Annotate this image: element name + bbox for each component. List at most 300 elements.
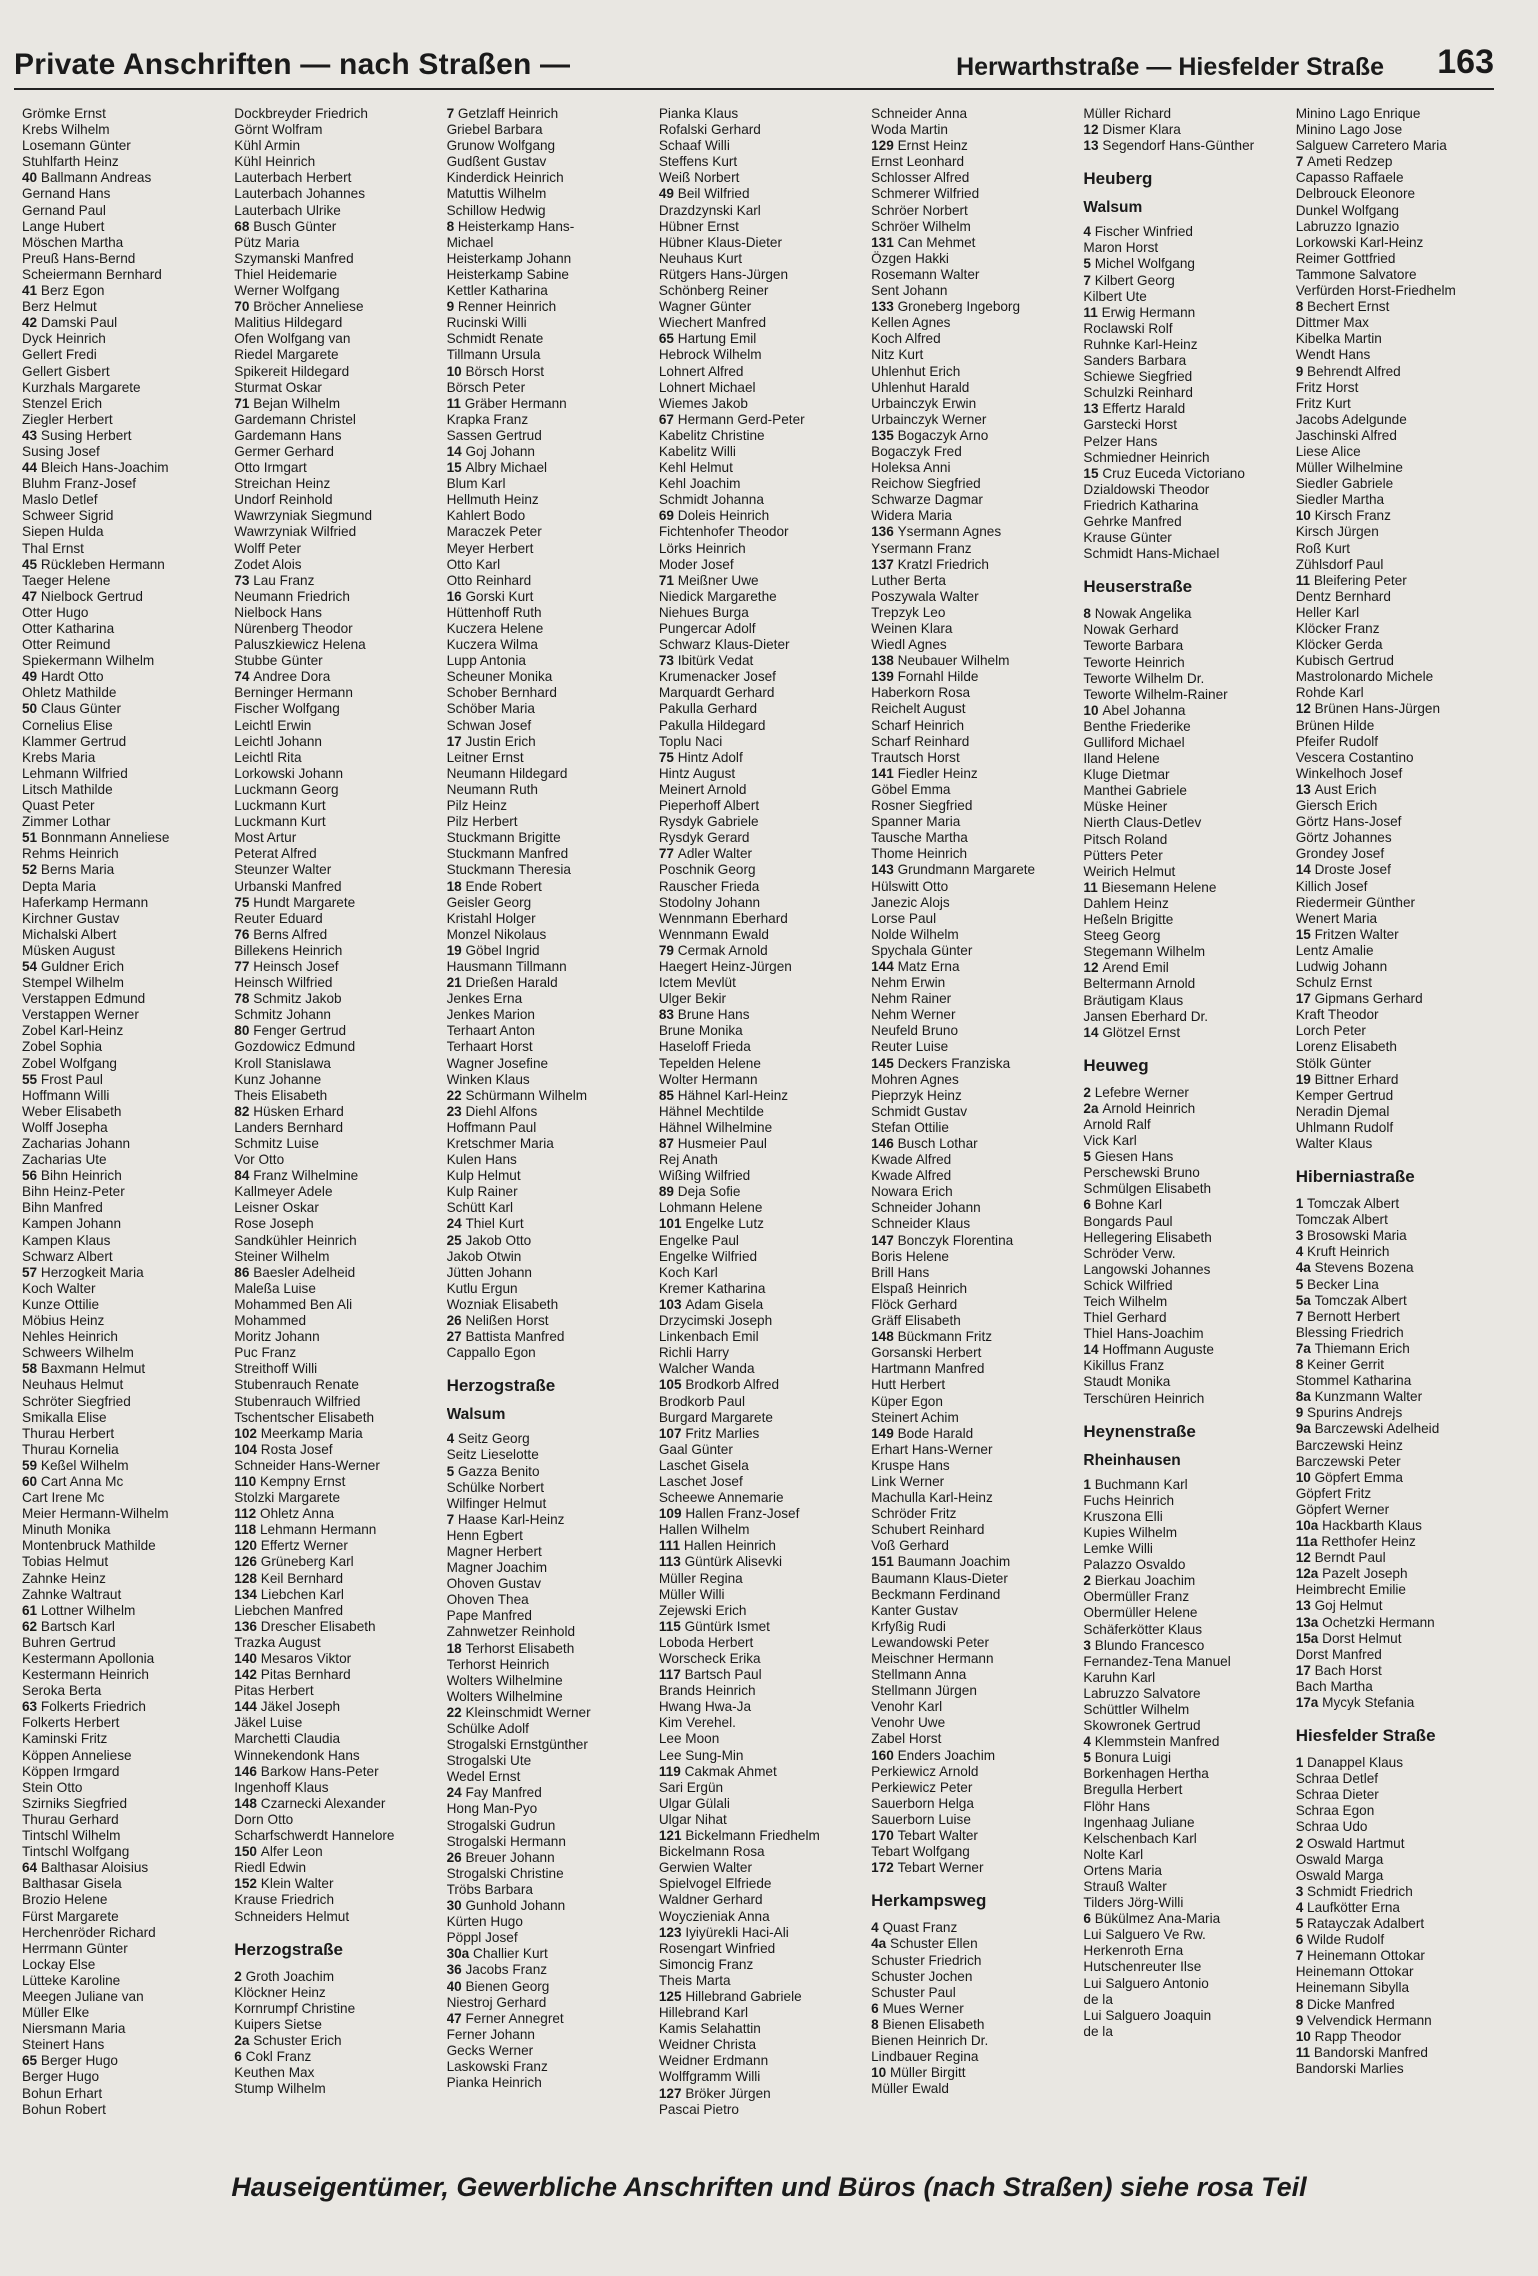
directory-entry: Bohun Robert (22, 2101, 106, 2117)
directory-entry: Dentz Bernhard (1295, 588, 1391, 604)
directory-entry: Teich Wilhelm (1083, 1294, 1168, 1309)
directory-entry: Kehl Helmut (658, 460, 733, 476)
directory-entry: Kroll Stanislawa (234, 1055, 331, 1071)
directory-entry: Urbainczyk Erwin (871, 395, 977, 411)
directory-entry: Kellen Agnes (871, 315, 951, 331)
directory-entry: Neuhaus Kurt (658, 250, 742, 266)
directory-entry: Zobel Wolfgang (22, 1055, 117, 1071)
directory-entry: Schuster Paul (871, 1984, 956, 2000)
directory-entry: 115 Güntürk Ismet (658, 1618, 770, 1634)
directory-entry: 148 Bückmann Fritz (871, 1329, 993, 1345)
directory-entry: Mohammed (234, 1313, 307, 1329)
directory-entry: Kurzhals Margarete (22, 379, 141, 395)
directory-entry: 8 Dicke Manfred (1295, 1996, 1395, 2012)
directory-entry: Szirniks Siegfried (22, 1795, 128, 1811)
directory-entry: Baumann Klaus-Dieter (871, 1570, 1008, 1586)
directory-entry: Hübner Klaus-Dieter (658, 234, 782, 250)
directory-entry: 7 Bernott Herbert (1295, 1308, 1400, 1324)
directory-entry: 14 Droste Josef (1295, 862, 1391, 878)
directory-entry: 76 Berns Alfred (234, 926, 328, 942)
directory-entry: Schraa Dieter (1295, 1787, 1379, 1803)
directory-entry: Zobel Sophia (22, 1039, 103, 1055)
directory-entry: Schweers Wilhelm (22, 1345, 134, 1361)
directory-entry: Niestroj Gerhard (446, 1994, 547, 2010)
street-heading: Herkampsweg (871, 1891, 987, 1911)
directory-entry: Köppen Irmgard (22, 1763, 120, 1779)
directory-entry: Ortens Maria (1083, 1862, 1162, 1878)
directory-entry: 89 Deja Sofie (658, 1184, 741, 1200)
directory-entry: 26 Nelißen Horst (446, 1313, 549, 1329)
directory-entry: Rysdyk Gerard (658, 830, 750, 846)
directory-entry: 47 Ferner Annegret (446, 2010, 564, 2026)
directory-entry: Susing Josef (22, 443, 100, 459)
directory-entry: 10 Müller Birgitt (871, 2065, 966, 2081)
directory-entry: 22 Kleinschmidt Werner (446, 1704, 591, 1720)
directory-entry: Wawrzyniak Wilfried (234, 524, 357, 540)
directory-entry: Moritz Johann (234, 1329, 320, 1345)
directory-entry: Schütt Karl (446, 1200, 514, 1216)
directory-entry: 150 Alfer Leon (234, 1844, 323, 1860)
directory-entry: Krebs Wilhelm (22, 122, 110, 138)
directory-entry: Holeksa Anni (871, 460, 951, 476)
directory-entry: 144 Jäkel Joseph (234, 1699, 341, 1715)
directory-entry: Schlosser Alfred (871, 170, 970, 186)
directory-entry: 146 Barkow Hans-Peter (234, 1763, 379, 1779)
directory-entry: Lockay Else (22, 1956, 96, 1972)
directory-entry: Köppen Anneliese (22, 1747, 132, 1763)
directory-entry: Terhaart Horst (446, 1039, 533, 1055)
directory-entry: Liese Alice (1295, 443, 1361, 459)
directory-entry: Poschnik Georg (658, 862, 756, 878)
directory-entry: 120 Effertz Werner (234, 1538, 348, 1554)
directory-entry: Schöber Maria (446, 701, 535, 717)
directory-entry: Kehl Joachim (658, 476, 741, 492)
directory-entry: 57 Herzogkeit Maria (22, 1264, 144, 1280)
directory-entry: Heinemann Ottokar (1295, 1964, 1414, 1980)
directory-entry: Ruhnke Karl-Heinz (1083, 336, 1198, 352)
directory-entry: Gozdowicz Edmund (234, 1039, 356, 1055)
directory-entry: 59 Keßel Wilhelm (22, 1457, 129, 1473)
directory-entry: Rosemann Walter (871, 266, 980, 282)
directory-entry: Kornrumpf Christine (234, 2000, 356, 2016)
directory-entry: Zejewski Erich (658, 1602, 747, 1618)
directory-entry: Kremer Katharina (658, 1280, 766, 1296)
directory-entry: Weber Elisabeth (22, 1103, 122, 1119)
directory-entry: Thiel Gerhard (1083, 1310, 1167, 1326)
directory-entry: Heimbrecht Emilie (1295, 1582, 1406, 1598)
directory-entry: Berninger Hermann (234, 685, 353, 701)
directory-entry: Schröer Norbert (871, 202, 968, 218)
directory-entry: 10 Börsch Horst (446, 363, 545, 379)
directory-entry: Spiekermann Wilhelm (22, 653, 155, 669)
directory-entry: Wißing Wilfried (658, 1168, 751, 1184)
directory-entry: 101 Engelke Lutz (658, 1216, 764, 1232)
street-heading: Herzogstraße (446, 1376, 556, 1396)
directory-entry: Janezic Alojs (871, 894, 950, 910)
directory-entry: Meyer Herbert (446, 540, 534, 556)
directory-entry: Hübner Ernst (658, 218, 739, 234)
directory-entry: Gellert Gisbert (22, 363, 110, 379)
directory-entry: 123 Iyiyürekli Haci-Ali (658, 1924, 789, 1940)
directory-entry: Spielvogel Elfriede (658, 1876, 772, 1892)
directory-entry: 125 Hillebrand Gabriele (658, 1988, 802, 2004)
directory-entry: 8 Keiner Gerrit (1295, 1357, 1385, 1373)
directory-entry: Rej Anath (658, 1152, 718, 1168)
directory-entry: Boris Helene (871, 1248, 949, 1264)
header-street-range: Herwarthstraße — Hiesfelder Straße (956, 53, 1384, 81)
directory-entry: 4 Kruft Heinrich (1295, 1244, 1390, 1260)
directory-entry: Heinsch Wilfried (234, 975, 333, 991)
directory-entry: Gaal Günter (658, 1441, 733, 1457)
directory-entry: Klammer Gertrud (22, 733, 127, 749)
directory-entry: 7a Thiemann Erich (1295, 1340, 1410, 1356)
directory-entry: Schweer Sigrid (22, 508, 114, 524)
directory-entry: Hähnel Mechtilde (658, 1103, 764, 1119)
directory-entry: Brands Heinrich (658, 1683, 756, 1699)
directory-entry: Schülke Norbert (446, 1479, 545, 1495)
directory-entry: 143 Grundmann Margarete (871, 862, 1036, 878)
directory-entry: Heßeln Brigitte (1083, 912, 1174, 928)
directory-entry: Fritz Horst (1295, 379, 1359, 395)
directory-entry: Weiß Norbert (658, 170, 740, 186)
directory-entry: 7 Kilbert Georg (1083, 272, 1175, 288)
directory-entry: 79 Cermak Arnold (658, 942, 768, 958)
directory-entry: Görnt Wolfram (234, 122, 323, 138)
directory-entry: Schwarz Klaus-Dieter (658, 637, 790, 653)
directory-entry: Schülke Adolf (446, 1721, 529, 1736)
directory-entry: Schmitz Johann (234, 1007, 331, 1023)
directory-entry: Minuth Monika (22, 1522, 111, 1538)
directory-entry: Ofen Wolfgang van (234, 331, 351, 347)
directory-entry: de la (1083, 1991, 1113, 2007)
directory-entry: Ziegler Herbert (22, 411, 113, 427)
directory-entry: Scharfschwerdt Hannelore (234, 1828, 395, 1844)
directory-entry: Kürten Hugo (446, 1914, 523, 1930)
directory-entry: Kwade Alfred (871, 1152, 952, 1168)
directory-entry: Lehmann Wilfried (22, 765, 128, 781)
street-heading: Heuweg (1083, 1055, 1149, 1075)
page-header (14, 30, 1494, 90)
directory-entry: Krause Günter (1083, 530, 1172, 546)
directory-entry: Tillmann Ursula (446, 347, 541, 363)
directory-entry: Zobel Karl-Heinz (22, 1023, 124, 1039)
directory-entry: 119 Cakmak Ahmet (658, 1763, 777, 1779)
directory-entry: Kettler Katharina (446, 283, 548, 299)
directory-entry: 17 Justin Erich (446, 733, 536, 749)
directory-entry: 6 Mues Werner (871, 2000, 964, 2016)
directory-entry: Ulger Bekir (658, 991, 727, 1007)
directory-entry: 7 Haase Karl-Heinz (446, 1511, 565, 1527)
directory-entry: Kikillus Franz (1083, 1358, 1165, 1374)
directory-entry: Haferkamp Hermann (22, 894, 149, 910)
directory-entry: Sari Ergün (658, 1779, 724, 1795)
directory-entry: Sturmat Oskar (234, 379, 322, 395)
directory-entry: Pelzer Hans (1083, 433, 1158, 449)
directory-entry: Koch Alfred (871, 331, 941, 347)
directory-entry: Spikereit Hildegard (234, 363, 350, 379)
directory-entry: 1 Tomczak Albert (1295, 1196, 1400, 1212)
directory-entry: 2 Oswald Hartmut (1295, 1835, 1405, 1851)
directory-entry: Leichtl Erwin (234, 717, 312, 733)
directory-entry: Neradin Djemal (1295, 1103, 1390, 1119)
directory-entry: Wolters Wilhelmine (446, 1672, 563, 1688)
directory-entry: Kamis Selahattin (658, 2021, 761, 2037)
directory-entry: Fichtenhofer Theodor (658, 524, 789, 540)
directory-entry: Rehms Heinrich (22, 846, 119, 862)
directory-entry: Zabel Horst (871, 1731, 942, 1747)
directory-entry: Urbainczyk Werner (871, 411, 987, 427)
directory-entry: Rauscher Frieda (658, 878, 760, 894)
directory-entry: Gehrke Manfred (1083, 513, 1182, 529)
directory-entry: 4 Seitz Georg (446, 1431, 530, 1447)
directory-entry: 3 Blundo Francesco (1083, 1637, 1205, 1653)
directory-entry: Schneider Klaus (871, 1216, 971, 1232)
directory-entry: Neumann Ruth (446, 781, 538, 797)
directory-entry: Bluhm Franz-Josef (22, 476, 137, 492)
directory-entry: Capasso Raffaele (1295, 170, 1404, 186)
directory-entry: Link Werner (871, 1473, 945, 1489)
directory-entry: Tammone Salvatore (1295, 266, 1417, 282)
directory-entry: Sent Johann (871, 283, 948, 299)
directory-entry: Steffens Kurt (658, 154, 738, 170)
directory-entry: 12 Brünen Hans-Jürgen (1295, 701, 1441, 717)
directory-entry: 85 Hähnel Karl-Heinz (658, 1087, 789, 1103)
directory-entry: 70 Bröcher Anneliese (234, 299, 364, 315)
directory-entry: Kabelitz Willi (658, 443, 736, 459)
footer-note: Hauseigentümer, Gewerbliche Anschriften und Büros (nach Straßen) siehe rosa Teil (231, 2172, 1307, 2202)
directory-entry: Siedler Gabriele (1295, 476, 1394, 492)
directory-entry: Wolffgramm Willi (658, 2069, 761, 2085)
directory-entry: 26 Breuer Johann (446, 1849, 555, 1865)
directory-entry: Schober Bernhard (446, 685, 557, 701)
directory-entry: Pitas Herbert (234, 1683, 314, 1699)
directory-entry: Dorst Manfred (1295, 1646, 1382, 1662)
directory-entry: Jäkel Luise (234, 1715, 303, 1731)
directory-entry: Klöcker Franz (1295, 621, 1380, 636)
directory-entry: Wilfinger Helmut (446, 1495, 547, 1511)
directory-entry: 3 Brosowski Maria (1295, 1228, 1407, 1244)
directory-entry: Haegert Heinz-Jürgen (658, 958, 792, 974)
directory-entry: 145 Deckers Franziska (871, 1055, 1011, 1071)
directory-entry: Ferner Johann (446, 2026, 535, 2042)
directory-entry: Ernst Leonhard (871, 154, 965, 170)
directory-entry: Lee Sung-Min (658, 1747, 744, 1763)
directory-entry: Obermüller Helene (1083, 1605, 1198, 1621)
directory-entry: Wolter Hermann (658, 1071, 758, 1087)
directory-entry: 16 Gorski Kurt (446, 588, 534, 604)
directory-entry: Hallen Wilhelm (658, 1522, 750, 1538)
directory-entry: 45 Rückleben Hermann (22, 556, 165, 572)
directory-entry: Nielbock Hans (234, 604, 322, 620)
directory-entry: Schneider Johann (871, 1200, 981, 1216)
directory-entry: Jenkes Marion (446, 1007, 535, 1023)
directory-entry: Hoffmann Willi (22, 1087, 110, 1103)
directory-entry: 135 Bogaczyk Arno (871, 427, 989, 443)
directory-entry: 118 Lehmann Hermann (234, 1522, 377, 1538)
directory-entry: Heinemann Sibylla (1295, 1980, 1410, 1996)
directory-entry: Killich Josef (1295, 878, 1368, 894)
directory-entry: Venohr Uwe (871, 1715, 946, 1731)
directory-entry: Heisterkamp Sabine (446, 266, 569, 282)
directory-entry: Neuhaus Helmut (22, 1377, 124, 1393)
directory-entry: Iland Helene (1083, 751, 1160, 767)
street-heading: Heynenstraße (1083, 1421, 1196, 1441)
directory-entry: Kretschmer Maria (446, 1136, 554, 1151)
directory-entry: Keuthen Max (234, 2065, 315, 2081)
directory-entry: Wendt Hans (1295, 347, 1371, 363)
directory-entry: Folkerts Herbert (22, 1715, 120, 1731)
directory-entry: Sanders Barbara (1083, 353, 1187, 369)
directory-entry: Rohde Karl (1295, 685, 1364, 701)
directory-entry: Otter Katharina (22, 621, 115, 636)
directory-entry: Thiel Hans-Joachim (1083, 1326, 1204, 1342)
directory-entry: Müller Richard (1083, 106, 1172, 121)
directory-entry: Stuhlfarth Heinz (22, 154, 119, 170)
directory-entry: 77 Heinsch Josef (234, 958, 339, 974)
directory-entry: Lorenz Elisabeth (1295, 1039, 1397, 1055)
directory-entry: Winnekendonk Hans (234, 1747, 360, 1763)
directory-entry: Luckmann Kurt (234, 814, 326, 830)
directory-entry: 19 Bittner Erhard (1295, 1071, 1399, 1087)
directory-entry: 84 Franz Wilhelmine (234, 1168, 359, 1184)
directory-entry: 22 Schürmann Wilhelm (446, 1087, 588, 1103)
directory-entry: 58 Baxmann Helmut (22, 1361, 146, 1377)
directory-entry: 144 Matz Erna (871, 958, 960, 974)
directory-entry: Scharf Heinrich (871, 717, 965, 733)
directory-entry: Stump Wilhelm (234, 2081, 326, 2097)
directory-entry: Jacobs Adelgunde (1295, 411, 1407, 427)
directory-entry: Müller Ewald (871, 2081, 949, 2097)
directory-entry: Peterat Alfred (234, 846, 317, 862)
directory-entry: 11a Retthofer Heinz (1295, 1534, 1416, 1550)
directory-entry: Delbrouck Eleonore (1295, 186, 1416, 202)
directory-entry: Michalski Albert (22, 926, 117, 942)
directory-entry: Tomczak Albert (1295, 1212, 1388, 1228)
directory-entry: Schwarz Albert (22, 1248, 113, 1264)
directory-entry: Schwarze Dagmar (871, 492, 983, 508)
directory-entry: Friedrich Katharina (1083, 497, 1199, 513)
directory-entry: Pütters Peter (1083, 847, 1163, 863)
directory-entry: Stellmann Jürgen (871, 1683, 977, 1699)
directory-entry: Lui Salguero Joaquin (1083, 2007, 1212, 2023)
directory-entry: Kibelka Martin (1295, 331, 1382, 347)
directory-entry: Szymanski Manfred (234, 250, 354, 266)
directory-entry: 17 Bach Horst (1295, 1662, 1382, 1678)
directory-entry: Dittmer Max (1295, 315, 1369, 331)
directory-entry: Marquardt Gerhard (658, 685, 775, 701)
directory-entry: Pape Manfred (446, 1608, 532, 1624)
directory-entry: Lorse Paul (871, 910, 937, 926)
directory-entry: Poszywala Walter (871, 588, 979, 604)
directory-entry: Börsch Peter (446, 379, 526, 395)
directory-entry: Hebrock Wilhelm (658, 347, 762, 363)
directory-entry: Schneider Anna (871, 106, 968, 121)
directory-entry: 138 Neubauer Wilhelm (871, 653, 1010, 669)
directory-column (1296, 106, 1502, 2156)
directory-entry: 49 Hardt Otto (22, 669, 104, 685)
directory-entry: Undorf Reinhold (234, 492, 333, 508)
directory-entry: Wolff Peter (234, 540, 302, 556)
directory-entry: Kestermann Heinrich (22, 1667, 149, 1683)
directory-entry: Lui Salguero Antonio (1083, 1975, 1209, 1991)
directory-entry: Sauerborn Helga (871, 1795, 974, 1811)
directory-entry: Stolzki Margarete (234, 1490, 341, 1506)
directory-entry: Uhlenhut Harald (871, 379, 970, 395)
directory-entry: Schmitz Luise (234, 1136, 319, 1151)
directory-entry: 21 Drießen Harald (446, 975, 558, 991)
directory-entry: Pakulla Gerhard (658, 701, 758, 717)
directory-entry: Thal Ernst (22, 540, 84, 556)
directory-entry: Dockbreyder Friedrich (234, 106, 368, 121)
directory-entry: 136 Drescher Elisabeth (234, 1618, 376, 1634)
directory-entry: Stuckmann Brigitte (446, 830, 561, 846)
directory-entry: Werner Wolfgang (234, 283, 340, 299)
directory-entry: 10a Hackbarth Klaus (1295, 1517, 1422, 1533)
directory-entry: Thurau Gerhard (22, 1811, 119, 1827)
directory-entry: 54 Guldner Erich (22, 958, 125, 974)
directory-entry: Winken Klaus (446, 1071, 530, 1087)
directory-entry: Salguew Carretero Maria (1295, 138, 1447, 154)
directory-entry: Laskowski Franz (446, 2058, 548, 2074)
directory-entry: Strogalski Hermann (446, 1833, 566, 1849)
directory-entry: Steinert Achim (871, 1409, 959, 1425)
directory-entry: Bogaczyk Fred (871, 443, 962, 459)
directory-entry: 67 Hermann Gerd-Peter (658, 411, 805, 427)
directory-entry: Hintz August (658, 765, 736, 781)
directory-entry: Lauterbach Ulrike (234, 202, 341, 218)
directory-entry: Siedler Martha (1295, 492, 1385, 508)
directory-entry: Tobias Helmut (22, 1554, 109, 1570)
directory-entry: Lange Hubert (22, 218, 105, 234)
directory-entry: 139 Fornahl Hilde (871, 669, 979, 685)
directory-entry: Walcher Wanda (658, 1361, 755, 1377)
directory-entry: Smikalla Elise (22, 1409, 107, 1425)
directory-entry: Kulp Helmut (446, 1168, 521, 1184)
directory-entry: Zahnke Heinz (22, 1570, 106, 1586)
directory-entry: Otter Hugo (22, 604, 89, 620)
directory-entry: Wennmann Eberhard (658, 910, 788, 926)
directory-entry: Jütten Johann (446, 1264, 532, 1280)
directory-entry: Voß Gerhard (871, 1538, 949, 1554)
directory-entry: Müller Wilhelmine (1295, 460, 1403, 476)
directory-entry: 9a Barczewski Adelheid (1295, 1421, 1440, 1437)
directory-entry: Trepzyk Leo (871, 604, 946, 620)
directory-entry: Seroka Berta (22, 1683, 102, 1699)
directory-entry: Steinert Hans (22, 2037, 105, 2053)
directory-entry: Göpfert Fritz (1295, 1485, 1372, 1501)
directory-entry: Meinert Arnold (658, 781, 747, 797)
directory-entry: Kuipers Sietse (234, 2016, 322, 2032)
directory-entry: Schubert Reinhard (871, 1522, 985, 1538)
directory-entry: Riedl Edwin (234, 1860, 307, 1876)
directory-entry: Fuchs Heinrich (1083, 1492, 1175, 1508)
directory-entry: Perschewski Bruno (1083, 1165, 1200, 1181)
directory-entry: Flöck Gerhard (871, 1296, 958, 1312)
directory-entry: Teworte Wilhelm-Rainer (1083, 686, 1228, 702)
directory-entry: Pilz Herbert (446, 814, 518, 830)
directory-entry: Pfeifer Rudolf (1295, 733, 1379, 749)
directory-entry: 140 Mesaros Viktor (234, 1651, 352, 1666)
directory-entry: Elspaß Heinrich (871, 1280, 968, 1296)
directory-entry: Spychala Günter (871, 942, 973, 958)
directory-entry: 5a Tomczak Albert (1295, 1292, 1407, 1308)
directory-entry: Garstecki Horst (1083, 417, 1178, 433)
directory-entry: Hwang Hwa-Ja (658, 1699, 752, 1715)
directory-entry: Hartmann Manfred (871, 1361, 985, 1377)
directory-entry: 50 Claus Günter (22, 701, 121, 717)
directory-entry: Wawrzyniak Siegmund (234, 508, 373, 524)
directory-entry: 2a Arnold Heinrich (1083, 1100, 1196, 1116)
